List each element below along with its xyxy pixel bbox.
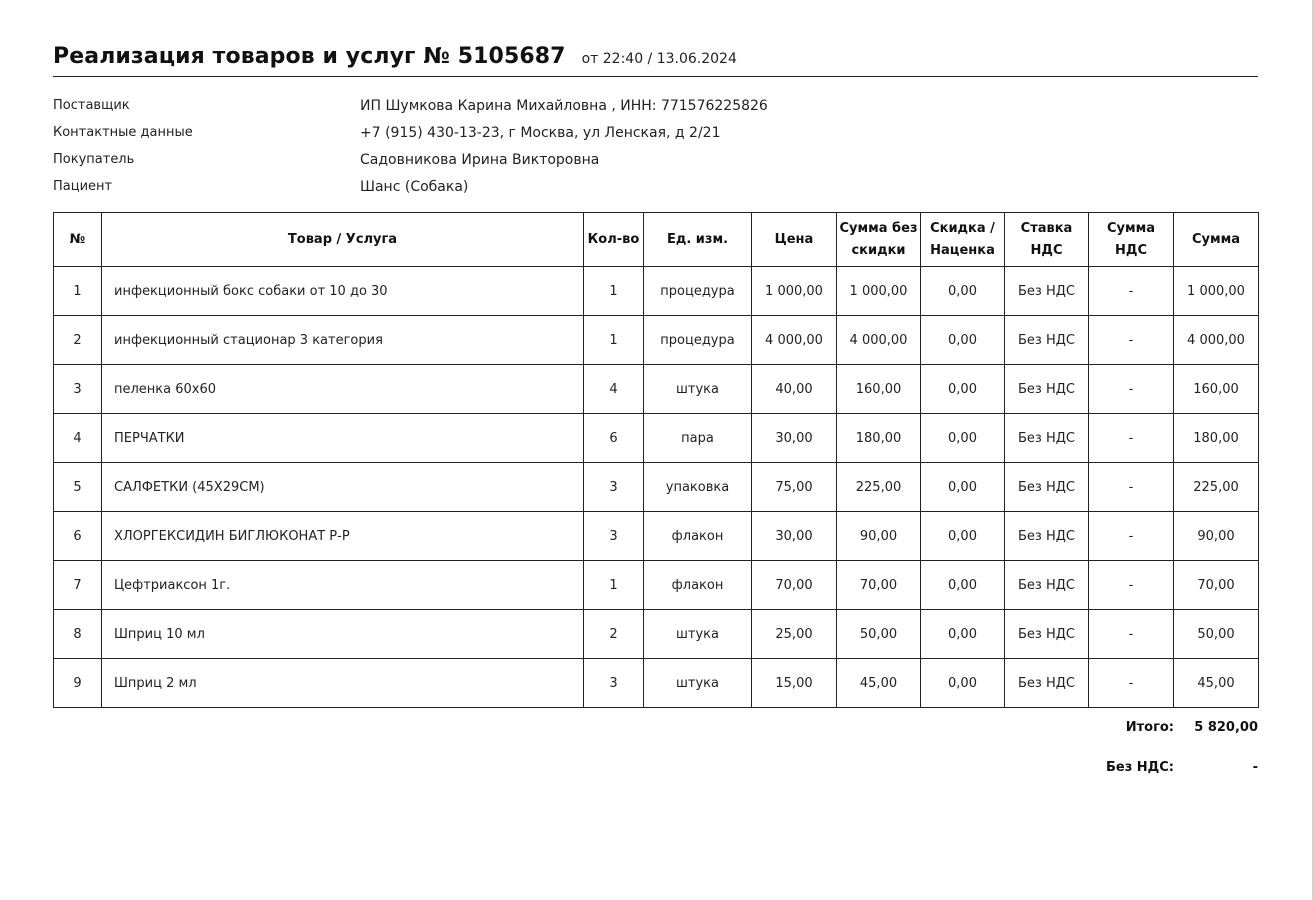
- price-cell: 30,00: [752, 512, 837, 561]
- column-header: Ставка НДС: [1005, 213, 1089, 267]
- vat-rate-cell: Без НДС: [1005, 659, 1089, 708]
- info-row-patient: [53, 173, 1258, 200]
- sum-before-discount-cell: 225,00: [837, 463, 921, 512]
- discount-cell: 0,00: [921, 561, 1005, 610]
- quantity-cell: 2: [584, 610, 644, 659]
- discount-cell: 0,00: [921, 610, 1005, 659]
- vat-rate-cell: Без НДС: [1005, 267, 1089, 316]
- items-table: [53, 212, 1259, 708]
- sum-before-discount-cell: 50,00: [837, 610, 921, 659]
- quantity-cell: 4: [584, 365, 644, 414]
- quantity-cell: 1: [584, 316, 644, 365]
- column-header: Кол-во: [584, 213, 644, 267]
- total-value: 5 820,00: [1194, 719, 1258, 735]
- discount-cell: 0,00: [921, 463, 1005, 512]
- quantity-cell: 6: [584, 414, 644, 463]
- vat-rate-cell: Без НДС: [1005, 463, 1089, 512]
- info-value: Садовникова Ирина Викторовна: [360, 151, 600, 168]
- vat-rate-cell: Без НДС: [1005, 610, 1089, 659]
- info-row-buyer: [53, 146, 1258, 173]
- row-sum-cell: 50,00: [1174, 610, 1259, 659]
- vat-sum-cell: -: [1089, 414, 1174, 463]
- info-label: Покупатель: [53, 152, 135, 167]
- unit-cell: флакон: [644, 561, 752, 610]
- item-name-cell: инфекционный бокс собаки от 10 до 30: [102, 267, 584, 316]
- vat-sum-cell: -: [1089, 659, 1174, 708]
- unit-cell: процедура: [644, 316, 752, 365]
- unit-cell: процедура: [644, 267, 752, 316]
- table-row: [54, 316, 1259, 365]
- column-header: Скидка / Наценка: [921, 213, 1005, 267]
- info-label: Пациент: [53, 179, 113, 194]
- item-name-cell: Шприц 10 мл: [102, 610, 584, 659]
- vat-sum-cell: -: [1089, 512, 1174, 561]
- table-header-row: [54, 213, 1259, 267]
- price-cell: 70,00: [752, 561, 837, 610]
- vat-value: -: [1252, 759, 1258, 775]
- discount-cell: 0,00: [921, 414, 1005, 463]
- document-title: Реализация товаров и услуг № 5105687: [53, 44, 566, 69]
- info-block: [53, 92, 1258, 200]
- sum-before-discount-cell: 45,00: [837, 659, 921, 708]
- vat-rate-cell: Без НДС: [1005, 512, 1089, 561]
- item-name-cell: Шприц 2 мл: [102, 659, 584, 708]
- table-row: [54, 463, 1259, 512]
- vat-rate-cell: Без НДС: [1005, 561, 1089, 610]
- vat-sum-cell: -: [1089, 365, 1174, 414]
- price-cell: 40,00: [752, 365, 837, 414]
- price-cell: 25,00: [752, 610, 837, 659]
- column-header: Сумма НДС: [1089, 213, 1174, 267]
- row-number-cell: 1: [54, 267, 102, 316]
- info-label: Контактные данные: [53, 125, 193, 140]
- sum-before-discount-cell: 1 000,00: [837, 267, 921, 316]
- info-row-supplier: [53, 92, 1258, 119]
- row-number-cell: 2: [54, 316, 102, 365]
- row-number-cell: 5: [54, 463, 102, 512]
- item-name-cell: САЛФЕТКИ (45Х29СМ): [102, 463, 584, 512]
- table-body: [54, 267, 1259, 708]
- item-name-cell: ПЕРЧАТКИ: [102, 414, 584, 463]
- vat-sum-cell: -: [1089, 267, 1174, 316]
- quantity-cell: 3: [584, 463, 644, 512]
- table-row: [54, 267, 1259, 316]
- info-row-contacts: [53, 119, 1258, 146]
- discount-cell: 0,00: [921, 316, 1005, 365]
- totals-block: [53, 716, 1258, 796]
- vat-row: [53, 756, 1258, 778]
- quantity-cell: 1: [584, 267, 644, 316]
- price-cell: 75,00: [752, 463, 837, 512]
- discount-cell: 0,00: [921, 365, 1005, 414]
- row-number-cell: 8: [54, 610, 102, 659]
- row-sum-cell: 90,00: [1174, 512, 1259, 561]
- column-header: Сумма без скидки: [837, 213, 921, 267]
- row-number-cell: 9: [54, 659, 102, 708]
- column-header: Цена: [752, 213, 837, 267]
- vat-rate-cell: Без НДС: [1005, 316, 1089, 365]
- info-label: Поставщик: [53, 98, 130, 113]
- price-cell: 15,00: [752, 659, 837, 708]
- table-row: [54, 365, 1259, 414]
- price-cell: 30,00: [752, 414, 837, 463]
- vat-sum-cell: -: [1089, 610, 1174, 659]
- unit-cell: пара: [644, 414, 752, 463]
- row-number-cell: 3: [54, 365, 102, 414]
- price-cell: 4 000,00: [752, 316, 837, 365]
- vat-sum-cell: -: [1089, 463, 1174, 512]
- discount-cell: 0,00: [921, 512, 1005, 561]
- item-name-cell: инфекционный стационар 3 категория: [102, 316, 584, 365]
- vat-rate-cell: Без НДС: [1005, 365, 1089, 414]
- row-sum-cell: 45,00: [1174, 659, 1259, 708]
- unit-cell: штука: [644, 659, 752, 708]
- total-row: [53, 716, 1258, 738]
- row-sum-cell: 180,00: [1174, 414, 1259, 463]
- document-header: [53, 44, 1258, 77]
- sum-before-discount-cell: 180,00: [837, 414, 921, 463]
- sum-before-discount-cell: 70,00: [837, 561, 921, 610]
- info-value: ИП Шумкова Карина Михайловна , ИНН: 771576225826: [360, 97, 768, 114]
- row-number-cell: 4: [54, 414, 102, 463]
- vat-label: Без НДС:: [1105, 759, 1174, 775]
- quantity-cell: 3: [584, 659, 644, 708]
- price-cell: 1 000,00: [752, 267, 837, 316]
- row-number-cell: 6: [54, 512, 102, 561]
- row-sum-cell: 160,00: [1174, 365, 1259, 414]
- sum-before-discount-cell: 4 000,00: [837, 316, 921, 365]
- info-value: Шанс (Собака): [360, 178, 469, 195]
- row-sum-cell: 70,00: [1174, 561, 1259, 610]
- discount-cell: 0,00: [921, 659, 1005, 708]
- row-number-cell: 7: [54, 561, 102, 610]
- column-header: №: [54, 213, 102, 267]
- unit-cell: штука: [644, 610, 752, 659]
- column-header: Ед. изм.: [644, 213, 752, 267]
- row-sum-cell: 1 000,00: [1174, 267, 1259, 316]
- table-row: [54, 610, 1259, 659]
- vat-rate-cell: Без НДС: [1005, 414, 1089, 463]
- table-row: [54, 414, 1259, 463]
- row-sum-cell: 225,00: [1174, 463, 1259, 512]
- item-name-cell: пеленка 60х60: [102, 365, 584, 414]
- vat-sum-cell: -: [1089, 316, 1174, 365]
- sum-before-discount-cell: 90,00: [837, 512, 921, 561]
- sum-before-discount-cell: 160,00: [837, 365, 921, 414]
- row-sum-cell: 4 000,00: [1174, 316, 1259, 365]
- column-header: Товар / Услуга: [102, 213, 584, 267]
- document-date: от 22:40 / 13.06.2024: [581, 51, 737, 67]
- unit-cell: штука: [644, 365, 752, 414]
- total-label: Итого:: [1125, 719, 1174, 735]
- table-row: [54, 561, 1259, 610]
- discount-cell: 0,00: [921, 267, 1005, 316]
- unit-cell: упаковка: [644, 463, 752, 512]
- item-name-cell: ХЛОРГЕКСИДИН БИГЛЮКОНАТ Р-Р: [102, 512, 584, 561]
- table-row: [54, 512, 1259, 561]
- table-row: [54, 659, 1259, 708]
- item-name-cell: Цефтриаксон 1г.: [102, 561, 584, 610]
- quantity-cell: 3: [584, 512, 644, 561]
- column-header: Сумма: [1174, 213, 1259, 267]
- unit-cell: флакон: [644, 512, 752, 561]
- info-value: +7 (915) 430-13-23, г Москва, ул Ленская, д 2/21: [360, 124, 721, 141]
- vat-sum-cell: -: [1089, 561, 1174, 610]
- quantity-cell: 1: [584, 561, 644, 610]
